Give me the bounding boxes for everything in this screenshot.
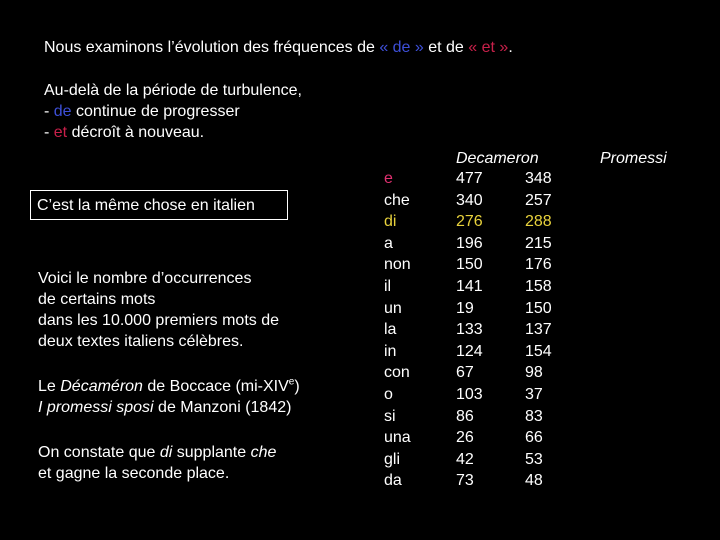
decameron-count-con: 67 bbox=[456, 364, 474, 382]
conclusion-di: di bbox=[159, 444, 173, 461]
decameron-column-header: Decameron bbox=[456, 150, 539, 167]
decameron-count-da: 73 bbox=[456, 472, 474, 490]
decameron-count-gli: 42 bbox=[456, 450, 474, 468]
conclusion-che: che bbox=[250, 444, 277, 461]
promessi-count-di: 288 bbox=[525, 213, 552, 231]
word-cell-o: o bbox=[384, 385, 393, 403]
promessi-count-e: 348 bbox=[525, 170, 552, 187]
conclusion-l1-a: On constate que bbox=[38, 444, 160, 461]
turbulence-rest-2: continue de progresser bbox=[71, 103, 240, 120]
conclusion-line-2: et gagne la seconde place. bbox=[38, 465, 230, 482]
promessi-count-si: 83 bbox=[525, 407, 543, 425]
decameron-count-di: 276 bbox=[456, 213, 483, 231]
turbulence-word-et: et bbox=[53, 124, 68, 141]
promessi-column bbox=[525, 168, 573, 492]
intro-et-quoted: « et » bbox=[468, 39, 509, 56]
conclusion-l1-b: supplante bbox=[172, 444, 251, 461]
works-l2-b: de Manzoni (1842) bbox=[153, 399, 292, 416]
intro-de-quoted: « de » bbox=[379, 39, 424, 56]
counts-line-3: dans les 10.000 premiers mots de bbox=[38, 312, 280, 329]
works-l1-sup: e bbox=[288, 376, 295, 388]
turbulence-line-2 bbox=[44, 101, 302, 122]
promessi-count-o: 37 bbox=[525, 385, 543, 403]
word-cell-un: un bbox=[384, 299, 402, 317]
intro-sentence bbox=[44, 37, 513, 58]
turbulence-rest-3: décroît à nouveau. bbox=[67, 124, 205, 141]
promessi-count-in: 154 bbox=[525, 342, 552, 360]
decameron-count-una: 26 bbox=[456, 429, 474, 447]
counts-line-1: Voici le nombre d’occurrences bbox=[38, 270, 252, 287]
turbulence-line-3 bbox=[44, 122, 302, 143]
boxed-italian-note: C’est la même chose en italien bbox=[30, 190, 288, 220]
promessi-column-header: Promessi bbox=[600, 150, 667, 167]
decameron-count-il: 141 bbox=[456, 277, 483, 295]
decameron-column bbox=[456, 168, 504, 492]
promessi-count-non: 176 bbox=[525, 256, 552, 274]
counts-line-2: de certains mots bbox=[38, 291, 156, 308]
conclusion-paragraph bbox=[38, 442, 276, 484]
word-cell-che: che bbox=[384, 191, 410, 209]
works-line-2 bbox=[38, 397, 300, 418]
promessi-count-la: 137 bbox=[525, 321, 552, 339]
works-promessi-title: I promessi sposi bbox=[38, 399, 154, 416]
word-column bbox=[384, 168, 411, 492]
word-cell-di: di bbox=[384, 213, 397, 231]
word-cell-con: con bbox=[384, 364, 410, 382]
word-cell-la: la bbox=[384, 321, 397, 339]
word-cell-una: una bbox=[384, 429, 411, 447]
works-line-1 bbox=[38, 376, 300, 397]
counts-line-4: deux textes italiens célèbres. bbox=[38, 333, 244, 350]
turbulence-dash-2: - bbox=[44, 103, 54, 120]
decameron-count-e: 477 bbox=[456, 170, 483, 187]
word-cell-gli: gli bbox=[384, 450, 401, 468]
turbulence-dash-3: - bbox=[44, 124, 54, 141]
intro-middle: et de bbox=[423, 39, 469, 56]
promessi-count-a: 215 bbox=[525, 234, 552, 252]
promessi-count-gli: 53 bbox=[525, 450, 543, 468]
decameron-count-la: 133 bbox=[456, 321, 483, 339]
turbulence-word-de: de bbox=[53, 103, 72, 120]
word-cell-in: in bbox=[384, 342, 397, 360]
promessi-count-da: 48 bbox=[525, 472, 543, 490]
word-cell-si: si bbox=[384, 407, 396, 425]
decameron-count-o: 103 bbox=[456, 385, 483, 403]
word-cell-il: il bbox=[384, 277, 392, 295]
decameron-count-si: 86 bbox=[456, 407, 474, 425]
works-l1-c: ) bbox=[294, 378, 300, 395]
promessi-count-una: 66 bbox=[525, 429, 543, 447]
word-cell-a: a bbox=[384, 234, 393, 252]
word-cell-e: e bbox=[384, 170, 393, 187]
decameron-count-in: 124 bbox=[456, 342, 483, 360]
works-l1-a: Le bbox=[38, 378, 61, 395]
works-paragraph bbox=[38, 376, 300, 418]
intro-prefix: Nous examinons l’évolution des fréquences de bbox=[44, 39, 380, 56]
promessi-count-con: 98 bbox=[525, 364, 543, 382]
works-l1-b: de Boccace (mi-XIV bbox=[142, 378, 289, 395]
promessi-count-il: 158 bbox=[525, 277, 552, 295]
conclusion-line-1 bbox=[38, 442, 276, 463]
intro-suffix: . bbox=[508, 39, 513, 56]
decameron-count-un: 19 bbox=[456, 299, 474, 317]
promessi-count-un: 150 bbox=[525, 299, 552, 317]
turbulence-paragraph bbox=[44, 80, 302, 143]
decameron-count-che: 340 bbox=[456, 191, 483, 209]
decameron-count-non: 150 bbox=[456, 256, 483, 274]
promessi-count-che: 257 bbox=[525, 191, 552, 209]
turbulence-line-1: Au-delà de la période de turbulence, bbox=[44, 82, 302, 99]
word-cell-da: da bbox=[384, 472, 402, 490]
counts-paragraph bbox=[38, 268, 279, 352]
decameron-count-a: 196 bbox=[456, 234, 483, 252]
word-cell-non: non bbox=[384, 256, 411, 274]
works-decameron-title: Décaméron bbox=[60, 378, 143, 395]
